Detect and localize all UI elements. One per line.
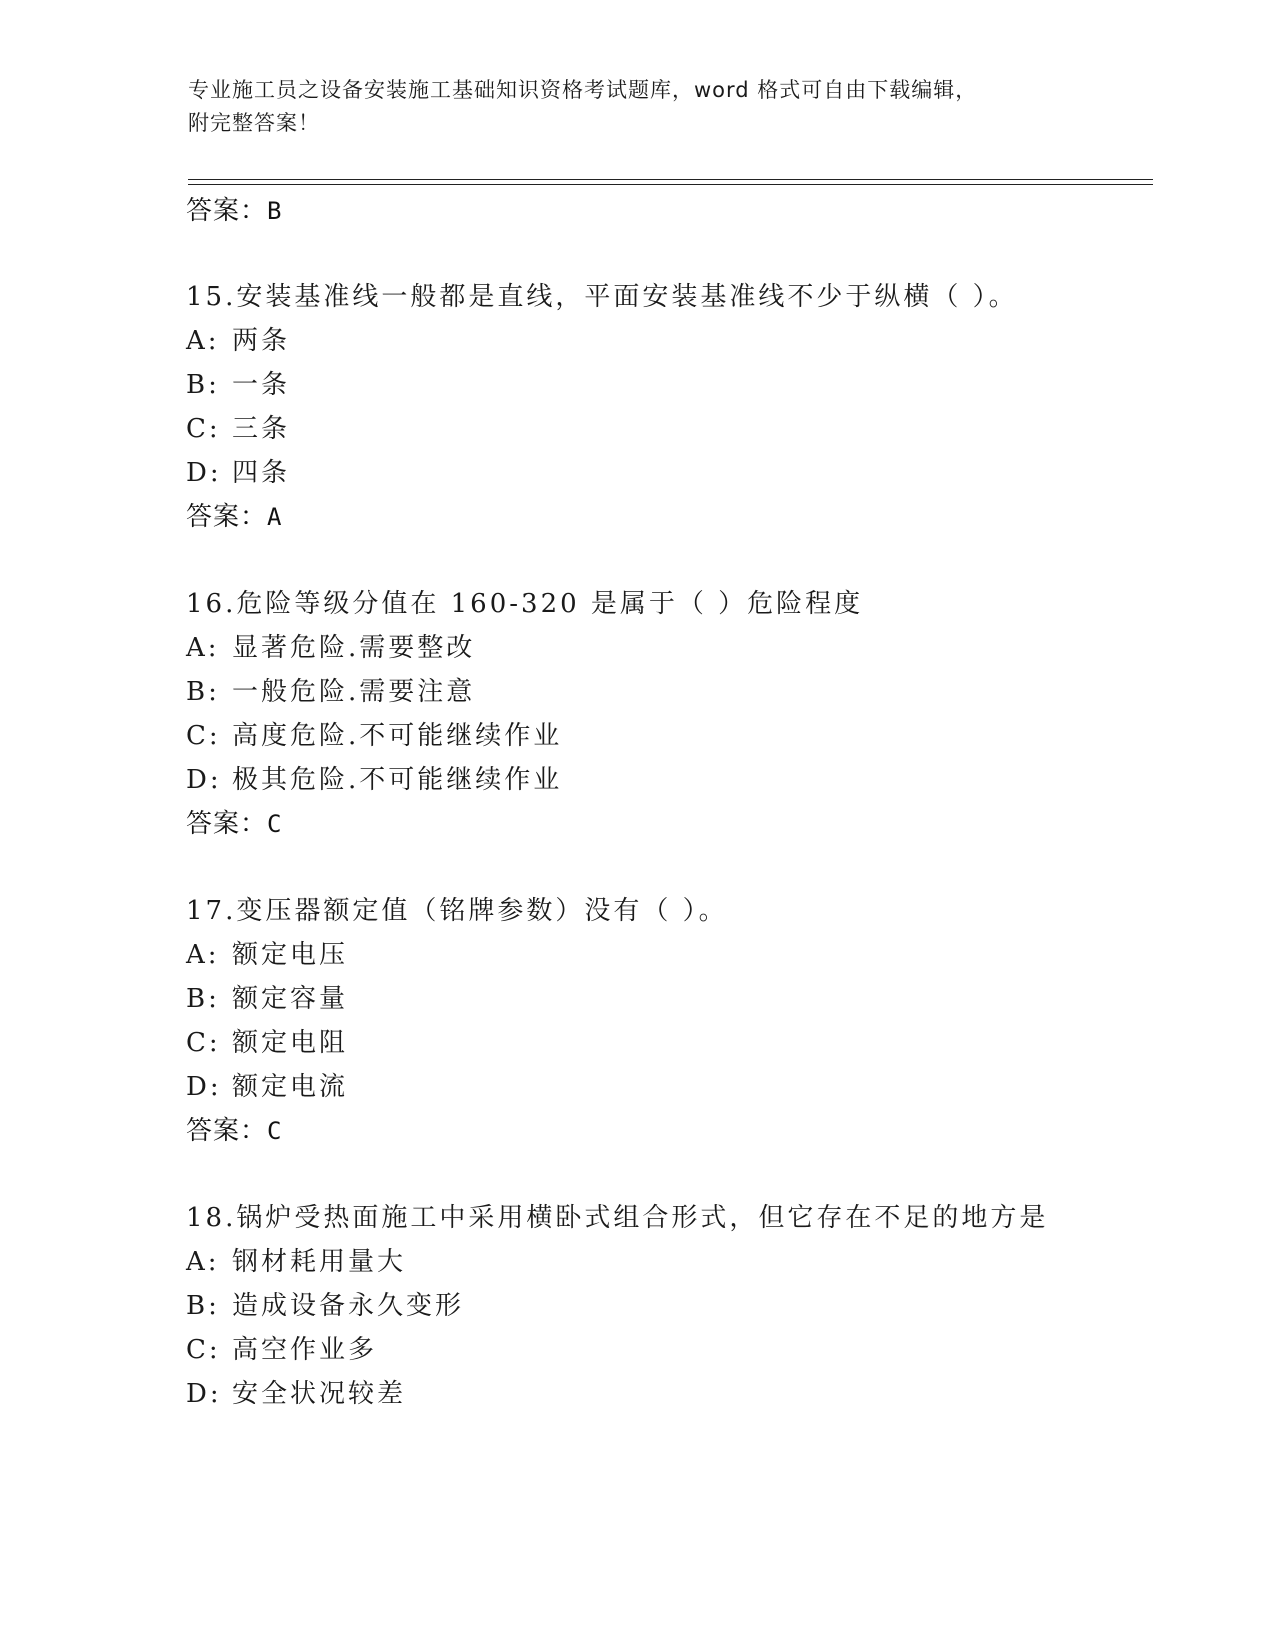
- header-line-1: 专业施工员之设备安装施工基础知识资格考试题库，word 格式可自由下载编辑，: [188, 78, 978, 102]
- question-stem: 17.变压器额定值（铭牌参数）没有（ ）。: [186, 896, 728, 926]
- option-key: A:: [186, 326, 220, 356]
- option-key: A:: [186, 633, 220, 663]
- option-key: C:: [186, 721, 221, 751]
- option-key: B:: [186, 984, 220, 1014]
- option-text: 高空作业多: [232, 1335, 378, 1365]
- option-text: 一条: [232, 370, 291, 400]
- answer-value: A: [267, 503, 283, 531]
- option-text: 钢材耗用量大: [232, 1247, 407, 1277]
- header-rule-top: [188, 179, 1153, 180]
- option-b: [186, 364, 290, 401]
- option-key: C:: [186, 1335, 221, 1365]
- answer-label: 答案：: [186, 1116, 268, 1146]
- question-stem: 18.锅炉受热面施工中采用横卧式组合形式，但它存在不足的地方是: [186, 1203, 1049, 1233]
- option-text: 高度危险.不可能继续作业: [232, 721, 563, 751]
- answer-label: 答案：: [186, 196, 268, 226]
- option-text: 额定容量: [232, 984, 349, 1014]
- option-key: B:: [186, 370, 220, 400]
- option-text: 显著危险.需要整改: [232, 633, 476, 663]
- option-a: [186, 934, 348, 971]
- option-text: 额定电阻: [232, 1028, 349, 1058]
- option-a: [186, 320, 290, 357]
- header-rule-bottom: [188, 184, 1153, 185]
- answer-line: [186, 1110, 282, 1147]
- option-key: C:: [186, 414, 221, 444]
- option-key: A:: [186, 1247, 220, 1277]
- option-d: [186, 1373, 406, 1410]
- option-key: D:: [186, 1379, 222, 1409]
- answer-line: [186, 803, 282, 840]
- option-key: D:: [186, 1072, 222, 1102]
- option-key: B:: [186, 677, 220, 707]
- answer-value: C: [267, 1117, 283, 1145]
- option-text: 四条: [232, 458, 291, 488]
- option-b: [186, 671, 475, 708]
- option-a: [186, 1241, 406, 1278]
- question-stem: 15.安装基准线一般都是直线，平面安装基准线不少于纵横（ ）。: [186, 282, 1018, 312]
- option-key: D:: [186, 765, 222, 795]
- option-text: 额定电压: [232, 940, 349, 970]
- option-text: 造成设备永久变形: [232, 1291, 465, 1321]
- answer-label: 答案：: [186, 809, 268, 839]
- option-key: D:: [186, 458, 222, 488]
- answer-value: C: [267, 810, 283, 838]
- answer-line: [186, 496, 282, 533]
- question-stem: 16.危险等级分值在 160-320 是属于（ ）危险程度: [186, 589, 864, 619]
- option-text: 安全状况较差: [232, 1379, 407, 1409]
- option-c: [186, 715, 562, 752]
- option-d: [186, 452, 290, 489]
- option-c: [186, 408, 290, 445]
- option-b: [186, 1285, 464, 1322]
- option-text: 两条: [232, 326, 291, 356]
- option-text: 三条: [232, 414, 291, 444]
- option-key: A:: [186, 940, 220, 970]
- header-line-2: 附完整答案！: [188, 111, 320, 135]
- option-text: 一般危险.需要注意: [232, 677, 476, 707]
- option-a: [186, 627, 475, 664]
- option-text: 额定电流: [232, 1072, 349, 1102]
- answer-label: 答案：: [186, 502, 268, 532]
- option-key: C:: [186, 1028, 221, 1058]
- option-c: [186, 1022, 348, 1059]
- option-d: [186, 1066, 348, 1103]
- answer-line: [186, 190, 282, 227]
- document-header: [188, 74, 1088, 140]
- answer-value: B: [267, 197, 283, 225]
- option-text: 极其危险.不可能继续作业: [232, 765, 563, 795]
- option-d: [186, 759, 562, 796]
- option-b: [186, 978, 348, 1015]
- option-c: [186, 1329, 377, 1366]
- option-key: B:: [186, 1291, 220, 1321]
